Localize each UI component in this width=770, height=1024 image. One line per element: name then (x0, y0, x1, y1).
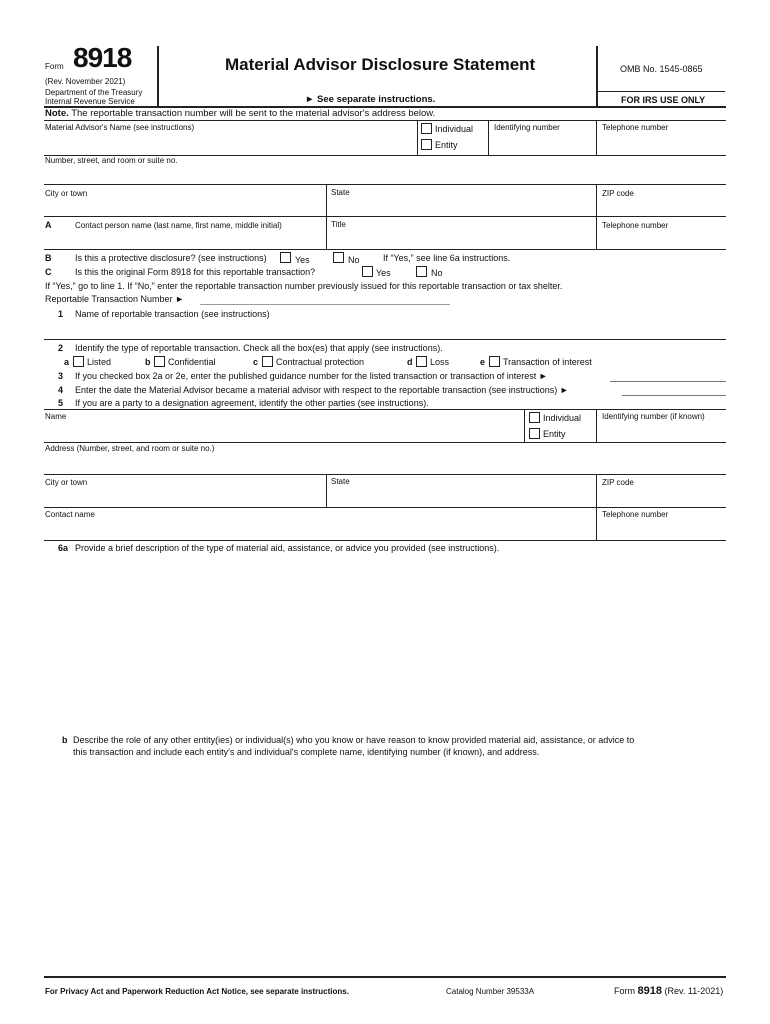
advisor-zip-label: ZIP code (602, 189, 634, 198)
other-entities-label-2: this transaction and include each entity's and individual's complete name, identifying number (if known), and address. (73, 747, 540, 757)
advisor-city-label: City or town (45, 189, 88, 198)
line-5-num: 5 (58, 398, 64, 408)
line-4-num: 4 (58, 385, 64, 395)
loss-checkbox[interactable] (416, 356, 427, 367)
party-entity-checkbox[interactable] (529, 428, 540, 439)
original-instruction: If “Yes,” go to line 1. If “No,” enter the reportable transaction number previously issued for this reportable transaction or tax shelter. (45, 281, 563, 291)
form-number: 8918 (73, 42, 132, 73)
see-instructions: ► See separate instructions. (305, 94, 436, 105)
rtn-label: Reportable Transaction Number ► (45, 294, 184, 304)
advisor-state-label: State (331, 188, 350, 197)
listed-checkbox[interactable] (73, 356, 84, 367)
guidance-number-input-line[interactable] (610, 381, 726, 382)
party-entity-label: Entity (543, 429, 566, 439)
confidential-checkbox[interactable] (154, 356, 165, 367)
confidential-label: Confidential (168, 357, 216, 367)
line-1-num: 1 (58, 309, 64, 319)
party-name-label: Name (45, 412, 67, 421)
original-yes-checkbox[interactable] (362, 266, 373, 277)
line-2-num: 2 (58, 343, 64, 353)
line-c-letter: C (45, 267, 52, 277)
advisor-phone-label: Telephone number (602, 123, 669, 132)
line-b-letter: B (45, 253, 52, 263)
party-state-label: State (331, 477, 350, 486)
title-label: Title (331, 220, 346, 229)
party-zip-label: ZIP code (602, 478, 634, 487)
protective-yes-checkbox[interactable] (280, 252, 291, 263)
party-phone-label: Telephone number (602, 510, 669, 519)
transaction-name-label: Name of reportable transaction (see instructions) (75, 309, 270, 319)
protective-no-label: No (348, 255, 360, 265)
other-entities-area[interactable] (44, 762, 726, 972)
option-a-letter: a (64, 357, 70, 367)
listed-label: Listed (87, 357, 112, 367)
party-contact-label: Contact name (45, 510, 95, 519)
revision-date: (Rev. November 2021) (45, 77, 126, 86)
material-aid-description-area[interactable] (44, 556, 726, 730)
party-individual-label: Individual (543, 413, 582, 423)
irs-use-only: FOR IRS USE ONLY (621, 95, 706, 105)
party-address-label: Address (Number, street, and room or suite no.) (45, 444, 215, 453)
privacy-notice: For Privacy Act and Paperwork Reduction Act Notice, see separate instructions. (45, 987, 349, 996)
option-d-letter: d (407, 357, 413, 367)
protective-yes-label: Yes (295, 255, 310, 265)
advisor-date-label: Enter the date the Material Advisor became a material advisor with respect to the reportable transaction (see instructions) ► (75, 385, 569, 395)
agency: Internal Revenue Service (45, 97, 135, 106)
omb-number: OMB No. 1545-0865 (620, 64, 703, 74)
advisor-individual-checkbox[interactable] (421, 123, 432, 134)
catalog-number: Catalog Number 39533A (446, 987, 535, 996)
material-aid-description-label: Provide a brief description of the type of material aid, assistance, or advice you provided (see instructions). (75, 543, 500, 553)
department: Department of the Treasury (45, 88, 143, 97)
advisor-individual-label: Individual (435, 124, 474, 134)
rtn-input-line[interactable] (200, 304, 450, 305)
advisor-street-label: Number, street, and room or suite no. (45, 156, 178, 165)
party-individual-checkbox[interactable] (529, 412, 540, 423)
option-e-letter: e (480, 357, 486, 367)
original-no-checkbox[interactable] (416, 266, 427, 277)
original-yes-label: Yes (376, 268, 391, 278)
advisor-entity-checkbox[interactable] (421, 139, 432, 150)
protective-disclosure-question: Is this a protective disclosure? (see instructions) (75, 253, 267, 263)
line-3-num: 3 (58, 371, 64, 381)
option-c-letter: c (253, 357, 259, 367)
advisor-entity-label: Entity (435, 140, 458, 150)
note: Note. The reportable transaction number will be sent to the material advisor's address below. (45, 108, 436, 119)
footer-form-label: Form 8918 (Rev. 11-2021) (614, 985, 724, 997)
designation-agreement-label: If you are a party to a designation agreement, identify the other parties (see instructions). (75, 398, 429, 408)
transaction-of-interest-label: Transaction of interest (503, 357, 592, 367)
transaction-type-label: Identify the type of reportable transaction. Check all the box(es) that apply (see instructions). (75, 343, 443, 353)
contractual-protection-label: Contractual protection (276, 357, 365, 367)
original-form-question: Is this the original Form 8918 for this reportable transaction? (75, 267, 316, 277)
option-b-letter: b (145, 357, 151, 367)
original-no-label: No (431, 268, 443, 278)
guidance-number-label: If you checked box 2a or 2e, enter the published guidance number for the listed transaction or transaction of interest ► (75, 371, 548, 381)
line-a-letter: A (45, 220, 52, 230)
line-6b-num: b (62, 735, 68, 745)
party-id-label: Identifying number (if known) (602, 412, 705, 421)
protective-no-checkbox[interactable] (333, 252, 344, 263)
party-city-label: City or town (45, 478, 88, 487)
form-title: Material Advisor Disclosure Statement (225, 55, 536, 74)
line-6a-num: 6a (58, 543, 69, 553)
loss-label: Loss (430, 357, 450, 367)
advisor-id-label: Identifying number (494, 123, 560, 132)
contractual-protection-checkbox[interactable] (262, 356, 273, 367)
protective-yes-note: If “Yes,” see line 6a instructions. (383, 253, 511, 263)
contact-person-label: Contact person name (last name, first name, middle initial) (75, 221, 282, 230)
transaction-of-interest-checkbox[interactable] (489, 356, 500, 367)
advisor-date-input-line[interactable] (622, 395, 726, 396)
form-word: Form (45, 62, 64, 71)
other-entities-label-1: Describe the role of any other entity(ies) or individual(s) who you know or have reason to know provided material aid, assistance, or advice to (73, 735, 635, 745)
contact-phone-label: Telephone number (602, 221, 669, 230)
advisor-name-label: Material Advisor's Name (see instructions) (45, 123, 195, 132)
